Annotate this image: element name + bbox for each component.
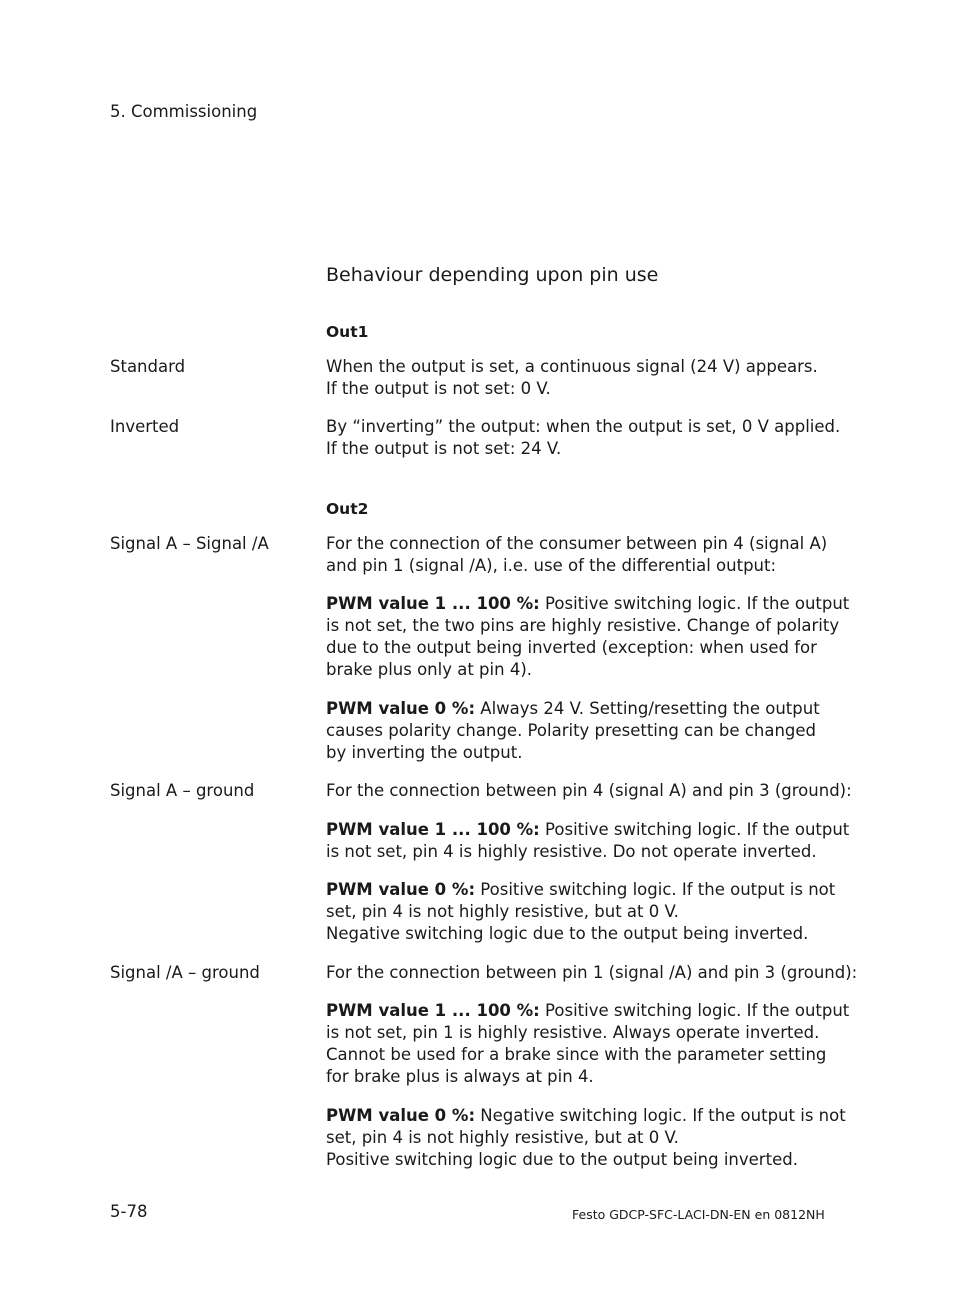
chapter-header: 5. Commissioning — [110, 102, 258, 121]
group-label-signal-na-ground: Signal /A – ground — [110, 963, 260, 982]
out1-heading: Out1 — [326, 323, 369, 341]
row-label-standard: Standard — [110, 357, 186, 376]
pwm0-paragraph: PWM value 0 %: Always 24 V. Setting/resetting the output causes polarity change. Polarity presetting can be changed by inverting the output. — [326, 699, 820, 762]
row-label-inverted: Inverted — [110, 417, 180, 436]
pwm0-paragraph: PWM value 0 %: Negative switching logic. If the output is not set, pin 4 is not highly resistive, but at 0 V. Positive switching logic due to the output being inverted. — [326, 1106, 846, 1169]
group-intro-signal-a-signal-na: For the connection of the consumer between pin 4 (signal A) and pin 1 (signal /A), i.e. use of the differential output: — [326, 534, 828, 575]
row-text-inverted: By “inverting” the output: when the output is set, 0 V applied. If the output is not set: 24 V. — [326, 417, 841, 458]
pwm1-paragraph: PWM value 1 ... 100 %: Positive switching logic. If the output is not set, the two pins are highly resistive. Change of polarity due to the output being inverted (exception: when used for brake plus only at pin 4). — [326, 594, 850, 679]
document-id: Festo GDCP-SFC-LACI-DN-EN en 0812NH — [572, 1207, 825, 1222]
section-title: Behaviour depending upon pin use — [326, 264, 659, 286]
group-label-signal-a-ground: Signal A – ground — [110, 781, 255, 800]
group-intro-signal-na-ground: For the connection between pin 1 (signal /A) and pin 3 (ground): — [326, 963, 858, 982]
row-text-standard: When the output is set, a continuous signal (24 V) appears. If the output is not set: 0 V. — [326, 357, 818, 398]
page-number: 5-78 — [110, 1202, 148, 1221]
group-intro-signal-a-ground: For the connection between pin 4 (signal A) and pin 3 (ground): — [326, 781, 852, 800]
pwm1-paragraph: PWM value 1 ... 100 %: Positive switching logic. If the output is not set, pin 1 is highly resistive. Always operate inverted. Cannot be used for a brake since with the parameter setting for brake plus is always at pin 4. — [326, 1001, 850, 1086]
pwm0-paragraph: PWM value 0 %: Positive switching logic. If the output is not set, pin 4 is not highly resistive, but at 0 V. Negative switching logic due to the output being inverted. — [326, 880, 836, 943]
group-label-signal-a-signal-na: Signal A – Signal /A — [110, 534, 269, 553]
out2-heading: Out2 — [326, 500, 369, 518]
pwm1-paragraph: PWM value 1 ... 100 %: Positive switching logic. If the output is not set, pin 4 is highly resistive. Do not operate inverted. — [326, 820, 850, 861]
